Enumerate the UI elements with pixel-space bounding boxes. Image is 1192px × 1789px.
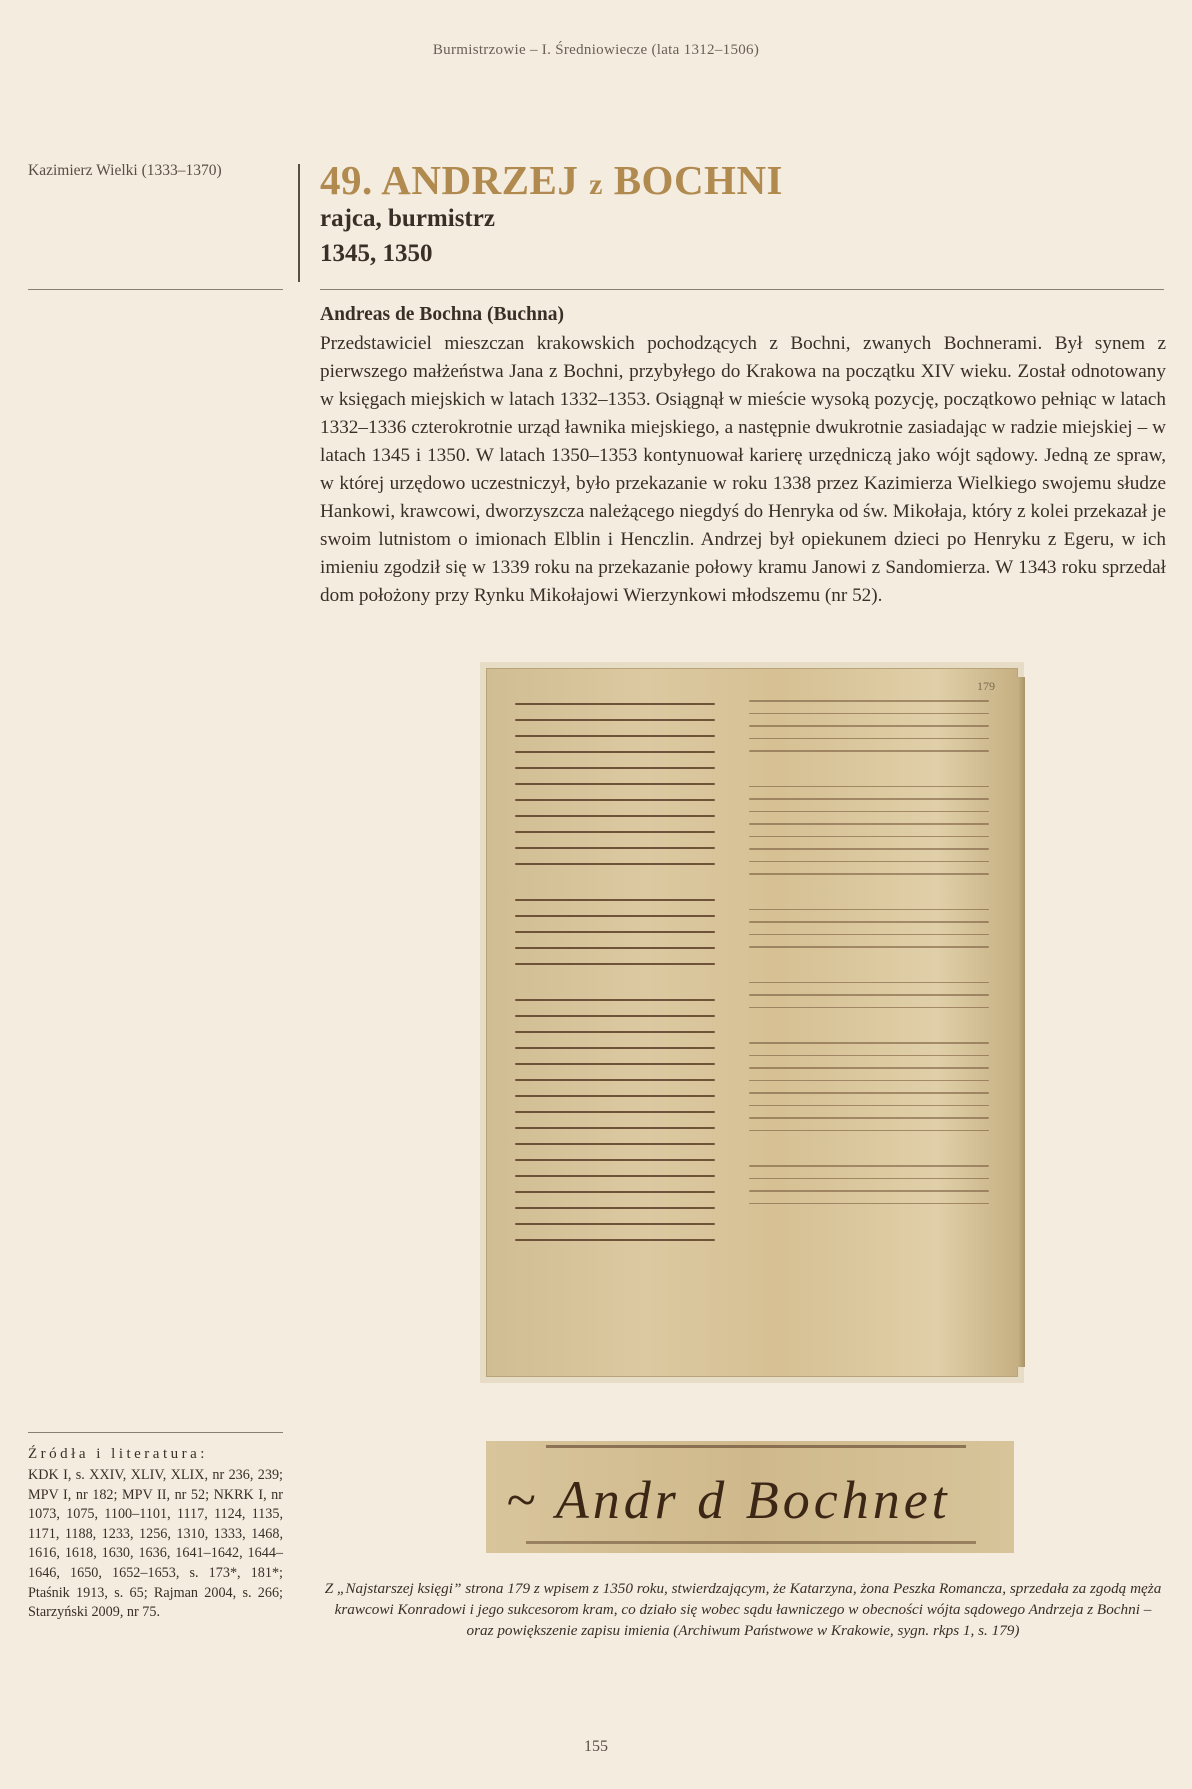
rule-left (28, 289, 283, 290)
entry-role: rajca, burmistrz (320, 205, 495, 232)
sources-text: KDK I, s. XXIV, XLIV, XLIX, nr 236, 239; MPV I, nr 182; MPV II, nr 52; NKRK I, nr 1073, 1075, 1100–1101, 1117, 1124, 1135, 1171, 1188, 1233, 1256, 1310, 1333, 1468, 1616, 1618, 1630, 1636, 1641–1642, 1644–1646, 1650, 1652–1653, s. 173*, 181*; Ptaśnik 1913, s. 65; Rajman 2004, s. 266; Starzyński 2009, nr 75. (28, 1467, 283, 1621)
manuscript-detail-script: ~ Andr d Bochnet (506, 1470, 951, 1530)
sources-heading: Źródła i literatura: (28, 1446, 208, 1462)
image-caption: Z „Najstarszej księgi” strona 179 z wpisem z 1350 roku, stwierdzającym, że Katarzyna, żona Peszka Romancza, sprzedała za zgodą męża krawcowi Konradowi i jego sukcesorom kram, co działo się wobec sądu ławniczego w obecności wójta sądowego Andrzeja z Bochni – oraz powiększenie zapisu imienia (Archiwum Państwowe w Krakowie, sygn. rkps 1, s. 179) (324, 1580, 1162, 1639)
rule-right (320, 289, 1164, 290)
manuscript-page-number: 179 (977, 679, 995, 693)
entry-years: 1345, 1350 (320, 240, 433, 267)
manuscript-right-column (749, 689, 989, 1215)
page-number: 155 (584, 1738, 608, 1755)
biography-text: Przedstawiciel mieszczan krakowskich pochodzących z Bochni, zwanych Bochnerami. Był synem z pierwszego małżeństwa Jana z Bochni, przybyłego do Krakowa na początku XIV wieku. Został odnotowany w księgach miejskich w latach 1332–1353. Osiągnął w mieście wysoką pozycję, początkowo pełniąc w latach 1332–1336 czterokrotnie urząd ławnika miejskiego, a następnie dwukrotnie zasiadając w radzie miejskiej – w latach 1345 i 1350. W latach 1350–1353 kontynuował karierę urzędniczą jako wójt sądowy. Jedną ze spraw, w której urzędowo uczestniczył, było przekazanie w roku 1338 przez Kazimierza Wielkiego swojemu słudze Hankowi, krawcowi, dworzyszcza należącego niegdyś do Henryka od św. Mikołaja, który z kolei przekazał je swoim lutnistom o imionach Elblin i Henczlin. Andrzej był opiekunem dzieci po Henryku z Egeru, w ich imieniu zgodził się w 1339 roku na przekazanie połowy kramu Janowi z Sandomierza. W 1343 roku sprzedał dom położony przy Rynku Mikołajowi Wierzynkowi młodszemu (nr 52). (320, 333, 1166, 606)
entry-particle: z (589, 168, 603, 201)
entry-title (320, 156, 783, 204)
entry-number-name: 49. ANDRZEJ (320, 157, 590, 203)
manuscript-detail-image (486, 1441, 1014, 1553)
manuscript-page-edge (1017, 677, 1025, 1367)
reign-label: Kazimierz Wielki (1333–1370) (28, 162, 222, 179)
latin-name: Andreas de Bochna (Buchna) (320, 304, 564, 325)
entry-place: BOCHNI (602, 157, 784, 203)
sources-rule (28, 1432, 283, 1433)
running-header: Burmistrzowie – I. Średniowiecze (lata 1312–1506) (432, 42, 760, 58)
title-divider (298, 164, 300, 282)
manuscript-page-image (486, 668, 1018, 1377)
manuscript-left-column (515, 689, 715, 1255)
